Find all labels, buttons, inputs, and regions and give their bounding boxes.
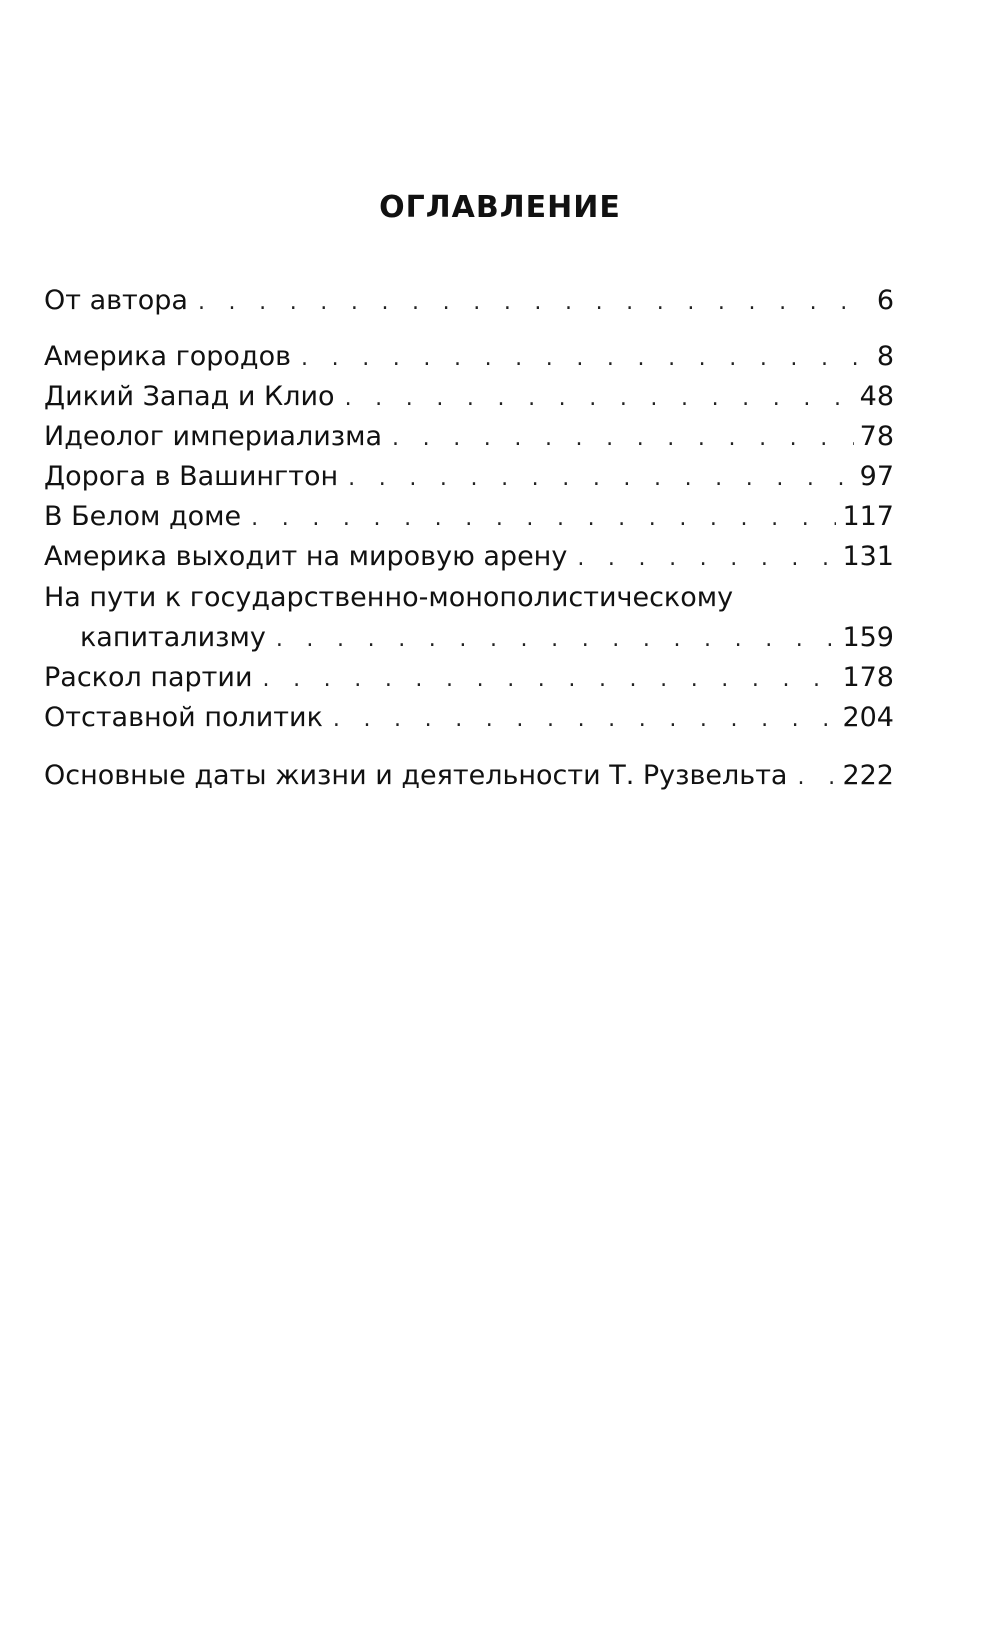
toc-entry (44, 497, 894, 537)
toc-entry (44, 457, 894, 497)
toc-entry (44, 698, 894, 738)
toc-entry-title: Основные даты жизни и деятельности Т. Рузвельта (44, 760, 788, 791)
dot-leader (276, 620, 837, 660)
toc-entry-page: 204 (842, 702, 894, 733)
dot-leader (301, 339, 871, 379)
toc-entry-title: Идеолог империализма (44, 421, 383, 452)
toc-entry-page: 222 (842, 760, 894, 791)
toc-entry-page: 159 (842, 622, 894, 653)
toc-entry (44, 417, 894, 457)
toc-entry-title: В Белом доме (44, 501, 242, 532)
toc-entry-page: 97 (859, 461, 894, 492)
toc-entry (44, 658, 894, 698)
toc-entry-page: 131 (842, 541, 894, 572)
dot-leader (345, 379, 854, 419)
toc-entry-title: Раскол партии (44, 662, 253, 693)
dot-leader (333, 700, 837, 740)
toc-entry (44, 337, 894, 377)
toc-entry-page: 48 (859, 381, 894, 412)
dot-leader (577, 539, 836, 579)
dot-leader (348, 459, 854, 499)
toc-entry-title: От автора (44, 285, 188, 316)
page-title: ОГЛАВЛЕНИЕ (379, 190, 621, 225)
toc-entry-appendix (44, 756, 894, 796)
toc-entry-title: Дикий Запад и Клио (44, 381, 335, 412)
toc-entry-page: 8 (876, 341, 894, 372)
toc-entry-title: Америка выходит на мировую арену (44, 541, 568, 572)
toc-entry (44, 537, 894, 577)
toc-entry-title-line1: На пути к государственно-монополистическому (44, 582, 734, 613)
dot-leader (251, 499, 836, 539)
toc-entry (44, 377, 894, 417)
toc-entry-foreword (44, 281, 894, 321)
toc-entry-title: Дорога в Вашингтон (44, 461, 339, 492)
toc-entry-continuation (80, 618, 894, 658)
toc-entry-page: 6 (876, 285, 894, 316)
dot-leader (263, 660, 837, 700)
toc-entry-title: Отставной политик (44, 702, 323, 733)
toc-entry-title-line2: капитализму (80, 622, 266, 653)
toc-entry-page: 117 (842, 501, 894, 532)
toc-entry-title: Америка городов (44, 341, 292, 372)
dot-leader (392, 419, 854, 459)
toc-entry-multiline (44, 578, 894, 618)
dot-leader (797, 758, 836, 798)
toc-entry-page: 178 (842, 662, 894, 693)
dot-leader (198, 283, 871, 323)
toc-entry-page: 78 (859, 421, 894, 452)
